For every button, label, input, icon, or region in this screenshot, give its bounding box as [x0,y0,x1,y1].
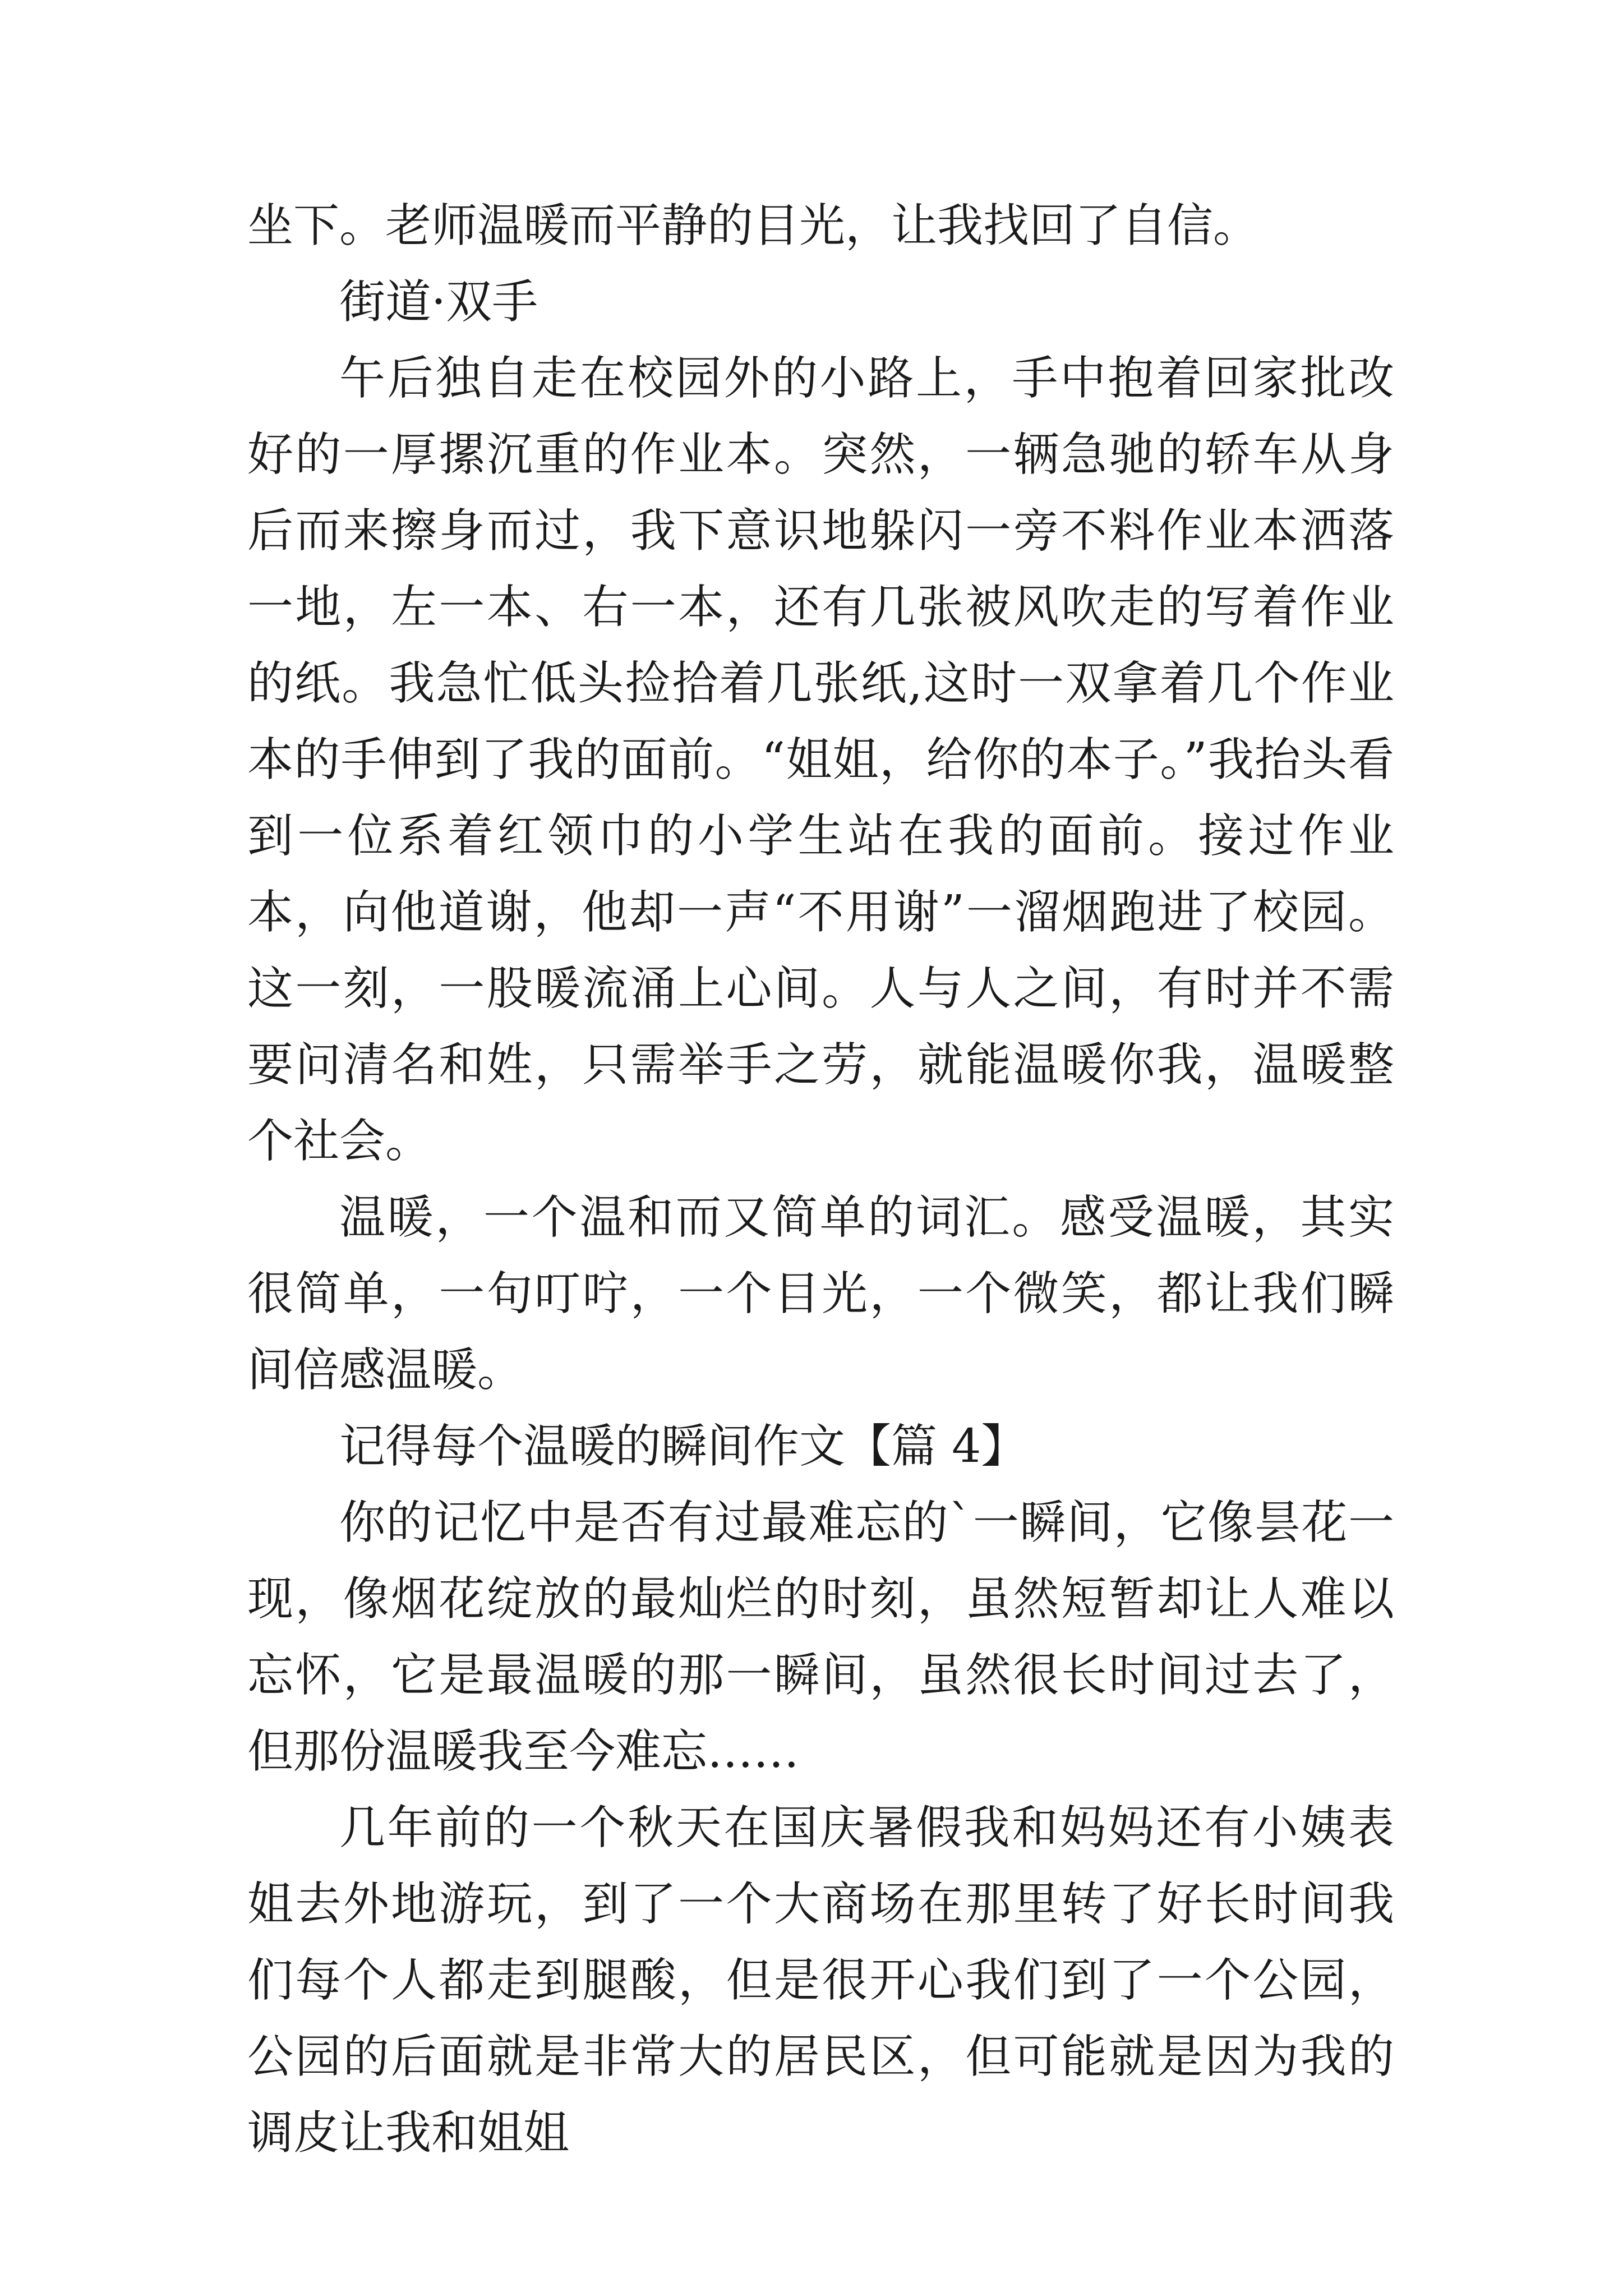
paragraph-continuation: 坐下。老师温暖而平静的目光，让我找回了自信。 [247,199,1260,252]
document-body [247,188,1394,2171]
section-heading-street-hands: 街道·双手 [339,275,538,329]
essay-title-part-4: 记得每个温暖的瞬间作文【篇 4】 [339,1420,1027,1473]
paragraph-warmth-summary: 温暖，一个温和而又简单的词汇。感受温暖，其实很简单，一句叮咛，一个目光，一个微笑，都让我们瞬间倍感温暖。 [247,1191,1394,1397]
paragraph-street-story: 午后独自走在校园外的小路上，手中抱着回家批改好的一厚摞沉重的作业本。突然，一辆急驰的轿车从身后而来擦身而过，我下意识地躲闪一旁不料作业本洒落一地，左一本、右一本，还有几张被风吹走的写着作业的纸。我急忙低头捡拾着几张纸,这时一双拿着几个作业本的手伸到了我的面前。“姐姐，给你的本子。”我抬头看到一位系着红领巾的小学生站在我的面前。接过作业本，向他道谢，他却一声“不用谢”一溜烟跑进了校园。这一刻，一股暖流涌上心间。人与人之间，有时并不需要问清名和姓，只需举手之劳，就能温暖你我，温暖整个社会。 [247,352,1394,1168]
paragraph-memory-intro: 你的记忆中是否有过最难忘的`一瞬间，它像昙花一现，像烟花绽放的最灿烂的时刻，虽然短暂却让人难以忘怀，它是最温暖的那一瞬间，虽然很长时间过去了，但那份温暖我至今难忘…… [247,1496,1394,1778]
paragraph-autumn-trip: 几年前的一个秋天在国庆暑假我和妈妈还有小姨表姐去外地游玩，到了一个大商场在那里转了好长时间我们每个人都走到腿酸，但是很开心我们到了一个公园，公园的后面就是非常大的居民区，但可能就是因为我的调皮让我和姐姐 [247,1801,1394,2160]
